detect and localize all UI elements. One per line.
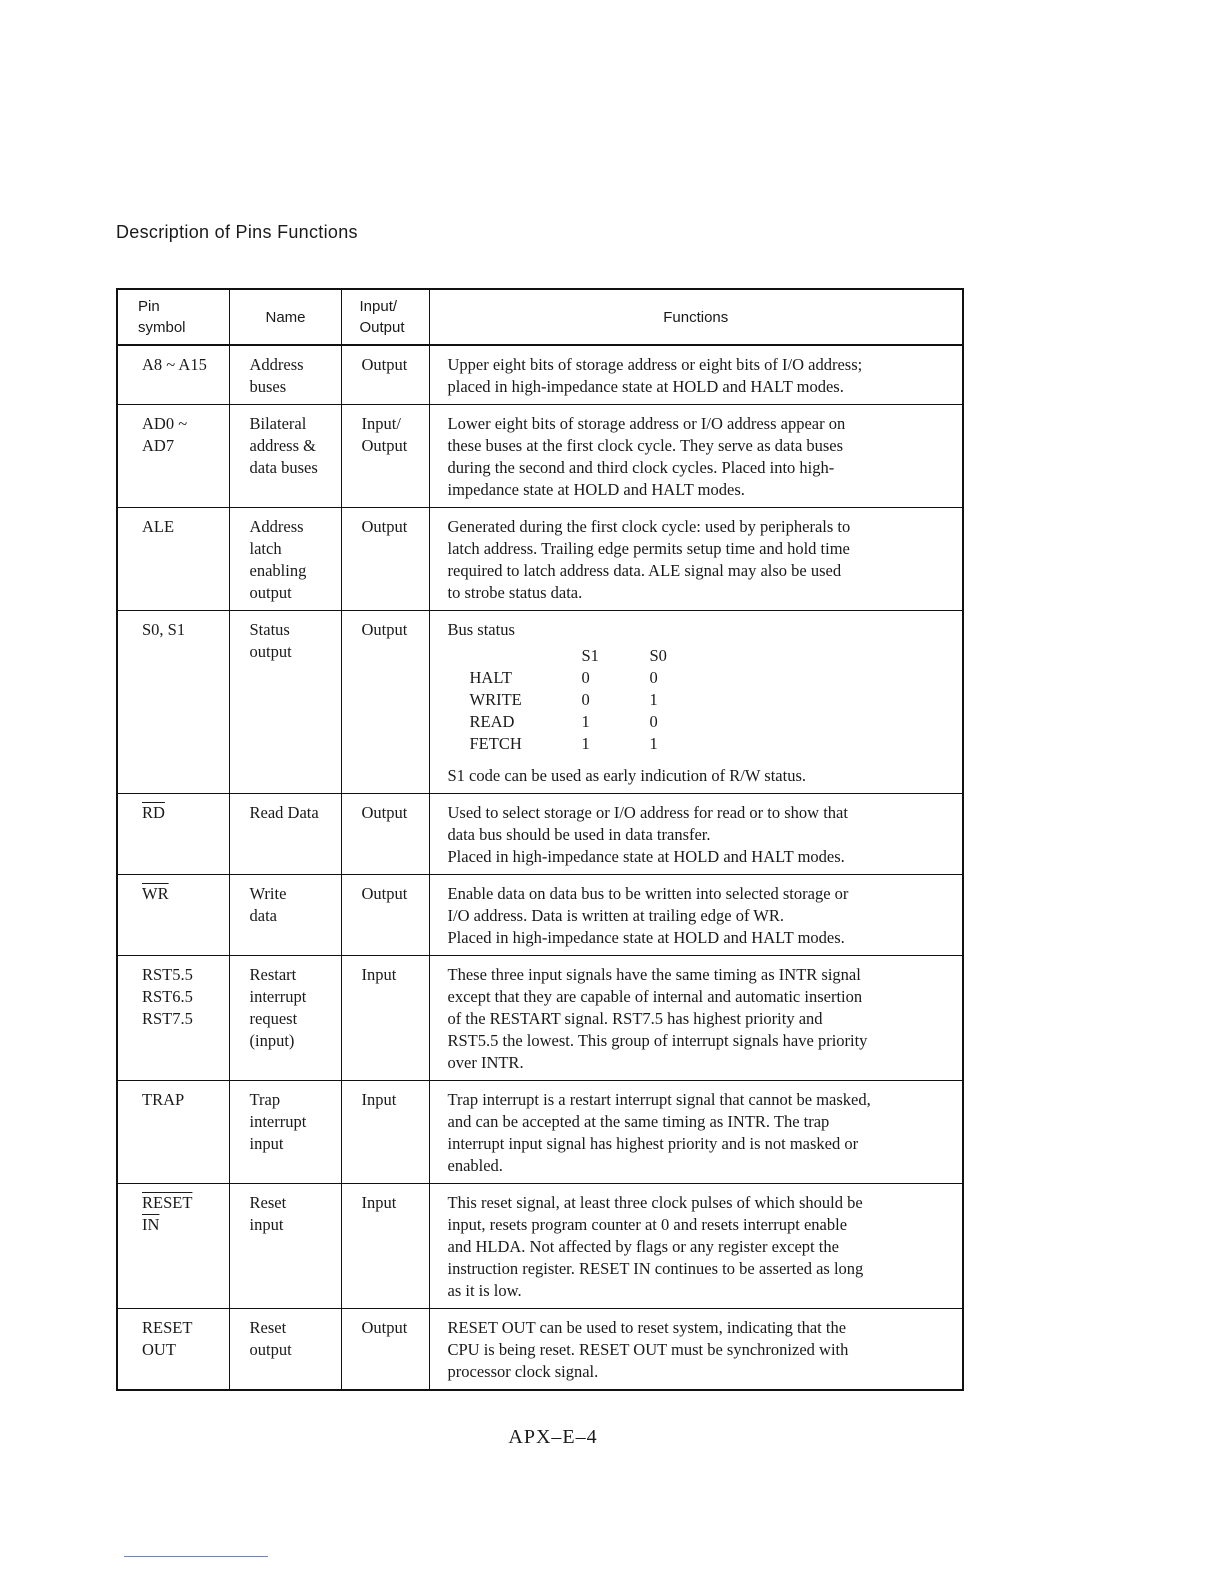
- table-row: [117, 611, 963, 794]
- pin-name: Restart interrupt request (input): [229, 956, 341, 1081]
- table-row: [117, 345, 963, 405]
- status-s1-value: 0: [581, 668, 590, 687]
- pin-name: Bilateral address & data buses: [229, 405, 341, 508]
- status-header-row: [448, 645, 696, 667]
- table-row: [117, 508, 963, 611]
- status-s1-value: 1: [581, 734, 590, 753]
- status-row: [448, 689, 696, 711]
- pin-io: Input: [341, 1184, 429, 1309]
- status-s0-value: 0: [649, 668, 658, 687]
- pin-io: Output: [341, 345, 429, 405]
- overlined-symbol: RESET: [142, 1193, 193, 1212]
- pin-functions-table: [116, 288, 964, 1391]
- pin-function: [429, 611, 963, 794]
- pin-symbol: [117, 875, 229, 956]
- header-pin-symbol: Pin symbol: [117, 289, 229, 345]
- pin-function: Used to select storage or I/O address for read or to show that data bus should be used in data transfer. Placed in high-impedance state at HOLD and HALT modes.: [429, 794, 963, 875]
- status-label: WRITE: [469, 690, 522, 709]
- pin-symbol: [117, 1184, 229, 1309]
- pin-function: Enable data on data bus to be written into selected storage or I/O address. Data is written at trailing edge of WR. Placed in high-impedance state at HOLD and HALT modes.: [429, 875, 963, 956]
- status-s0-value: 1: [649, 734, 658, 753]
- bus-status-table: [448, 645, 696, 755]
- header-name: Name: [229, 289, 341, 345]
- header-functions: Functions: [429, 289, 963, 345]
- status-s0-value: 1: [649, 690, 658, 709]
- page-number: APX–E–4: [508, 1426, 598, 1448]
- table-row: [117, 956, 963, 1081]
- pin-symbol: ALE: [117, 508, 229, 611]
- pin-name: Address latch enabling output: [229, 508, 341, 611]
- pin-name: Trap interrupt input: [229, 1081, 341, 1184]
- status-s1-value: 1: [581, 712, 590, 731]
- pin-io: Input: [341, 1081, 429, 1184]
- pin-symbol: S0, S1: [117, 611, 229, 794]
- pin-name: Address buses: [229, 345, 341, 405]
- pin-io: Output: [341, 875, 429, 956]
- overlined-symbol: $\overline{IN}$: [142, 1215, 160, 1234]
- bus-status-intro: Bus status: [447, 620, 515, 639]
- pin-function: Lower eight bits of storage address or I/O address appear on these buses at the first clock cycle. They serve as data buses during the second and third clock cycles. Placed into high- impedance state at HOLD and HALT modes.: [429, 405, 963, 508]
- pin-symbol: RESET OUT: [117, 1309, 229, 1391]
- pin-name: Status output: [229, 611, 341, 794]
- table-row: [117, 875, 963, 956]
- pin-function: These three input signals have the same timing as INTR signal except that they are capable of internal and automatic insertion of the RESTART signal. RST7.5 has highest priority and RST5.5 the lowest. This group of interrupt signals have priority over INTR.: [429, 956, 963, 1081]
- pin-symbol: TRAP: [117, 1081, 229, 1184]
- status-label: FETCH: [469, 734, 522, 753]
- status-label: READ: [469, 712, 515, 731]
- pin-function: RESET OUT can be used to reset system, indicating that the CPU is being reset. RESET OUT must be synchronized with processor clock signal.: [429, 1309, 963, 1391]
- pin-name: Reset input: [229, 1184, 341, 1309]
- pin-name: Write data: [229, 875, 341, 956]
- pin-io: Input: [341, 956, 429, 1081]
- status-header-s0: S0: [649, 646, 667, 665]
- status-header-s1: S1: [581, 646, 599, 665]
- pin-symbol: A8 ~ A15: [117, 345, 229, 405]
- status-row: [448, 711, 696, 733]
- table-row: [117, 794, 963, 875]
- pin-function: Generated during the first clock cycle: used by peripherals to latch address. Trailing edge permits setup time and hold time required to latch address data. ALE signal may also be used to strobe status data.: [429, 508, 963, 611]
- status-row: [448, 667, 696, 689]
- section-title: Description of Pins Functions: [116, 222, 358, 242]
- pin-io: Input/ Output: [341, 405, 429, 508]
- table-row: [117, 1081, 963, 1184]
- bus-status-note: S1 code can be used as early indicution of R/W status.: [447, 766, 806, 785]
- overlined-symbol: $\overline{WR}$: [142, 884, 169, 903]
- header-input-output: Input/ Output: [341, 289, 429, 345]
- pin-io: Output: [341, 1309, 429, 1391]
- table-row: [117, 405, 963, 508]
- table-row: [117, 1309, 963, 1391]
- status-s0-value: 0: [649, 712, 658, 731]
- table-header-row: [117, 289, 963, 345]
- pin-name: Reset output: [229, 1309, 341, 1391]
- pin-symbol: [117, 794, 229, 875]
- pin-io: Output: [341, 794, 429, 875]
- pin-io: Output: [341, 611, 429, 794]
- pin-name: Read Data: [229, 794, 341, 875]
- scan-artifact-line: [124, 1556, 268, 1557]
- status-s1-value: 0: [581, 690, 590, 709]
- pin-function: This reset signal, at least three clock pulses of which should be input, resets program counter at 0 and resets interrupt enable and HLDA. Not affected by flags or any register except the instruction register. RESET IN continues to be asserted as long as it is low.: [429, 1184, 963, 1309]
- table-row: [117, 1184, 963, 1309]
- pin-symbol: AD0 ~ AD7: [117, 405, 229, 508]
- overlined-symbol: $\overline{RD}$: [142, 803, 165, 822]
- pin-symbol: RST5.5 RST6.5 RST7.5: [117, 956, 229, 1081]
- pin-function: Upper eight bits of storage address or eight bits of I/O address; placed in high-impedance state at HOLD and HALT modes.: [429, 345, 963, 405]
- status-label: HALT: [469, 668, 512, 687]
- pin-function: Trap interrupt is a restart interrupt signal that cannot be masked, and can be accepted at the same timing as INTR. The trap interrupt input signal has highest priority and is not masked or enabled.: [429, 1081, 963, 1184]
- pin-io: Output: [341, 508, 429, 611]
- status-row: [448, 733, 696, 755]
